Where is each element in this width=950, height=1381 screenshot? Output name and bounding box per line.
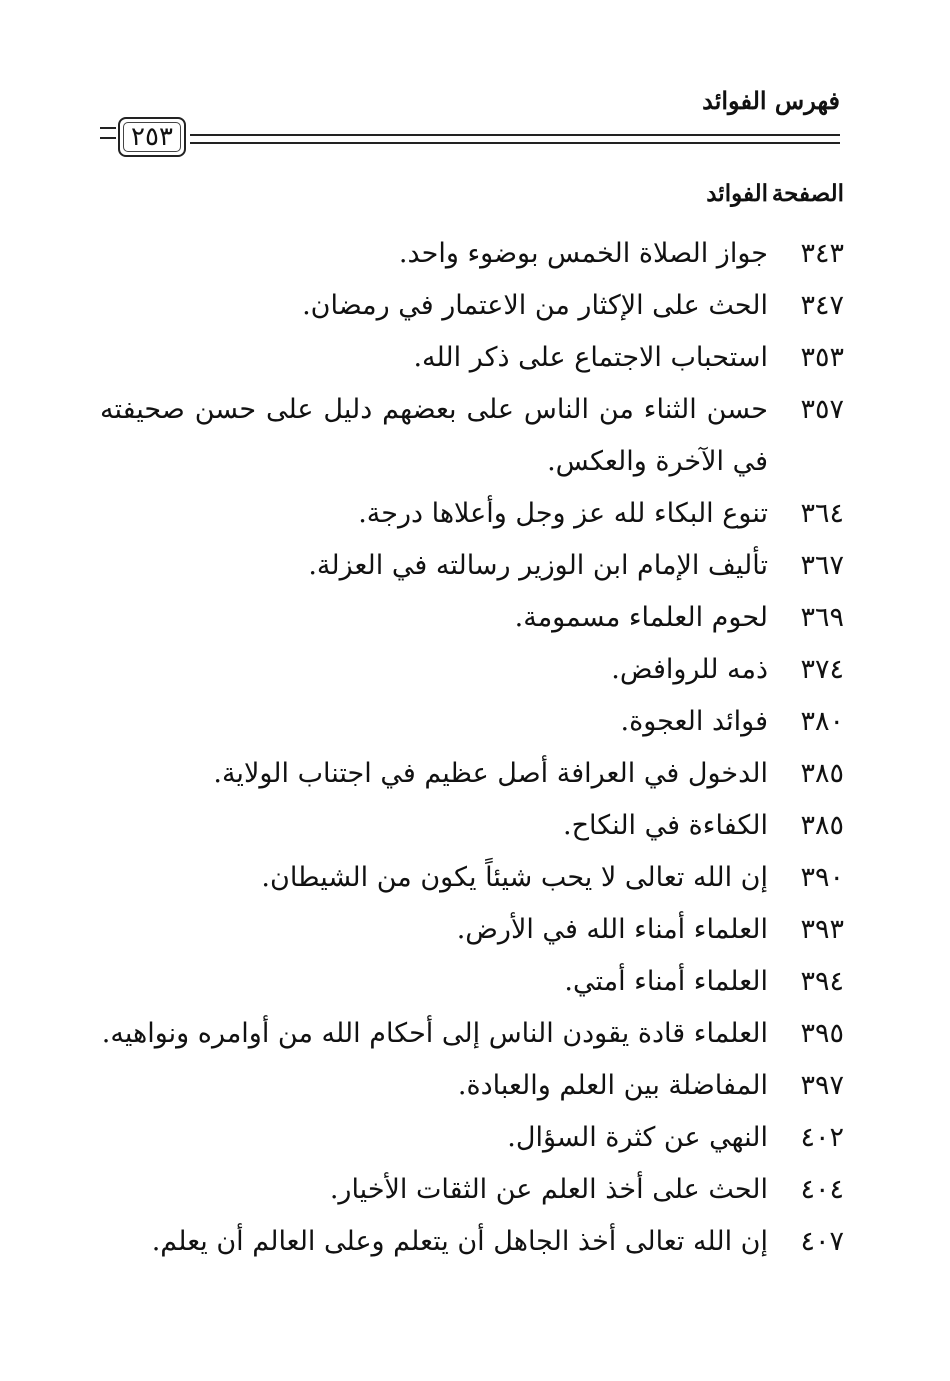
entry-page-number: ٣٧٤ [800,654,844,685]
entry-text: إن الله تعالى أخذ الجاهل أن يتعلم وعلى العالم أن يعلم. [151,1226,768,1257]
index-entry [100,384,844,488]
index-entry [100,1164,844,1216]
entry-page-number: ٣٦٧ [800,550,844,581]
index-column-header [100,180,844,228]
entry-text: الدخول في العرافة أصل عظيم في اجتناب الولاية. [213,758,768,789]
entry-text: الحث على أخذ العلم عن الثقات الأخيار. [329,1174,768,1205]
page-number-value: ٢٥٣ [131,122,173,152]
entry-text: لحوم العلماء مسمومة. [514,602,768,633]
index-entry [100,644,844,696]
entry-text: العلماء أمناء الله في الأرض. [456,914,768,945]
entry-text: حسن الثناء من الناس على بعضهم دليل على حسن صحيفته في الآخرة والعكس. [100,394,768,477]
entry-page-number: ٣٦٩ [800,602,844,633]
entry-page-number: ٣٤٧ [800,290,844,321]
entry-page-number: ٣٤٣ [800,238,844,269]
entry-text: فوائد العجوة. [620,706,768,737]
entry-text: المفاضلة بين العلم والعبادة. [457,1070,768,1101]
column-page-heading: الصفحة [771,180,844,207]
entry-text: تأليف الإمام ابن الوزير رسالته في العزلة. [308,550,768,581]
index-entry [100,800,844,852]
page-number [118,117,186,157]
index-entry [100,1216,844,1268]
index-entry [100,280,844,332]
entry-page-number: ٣٩٧ [800,1070,844,1101]
entry-text: إن الله تعالى لا يحب شيئاً يكون من الشيطان. [261,862,768,893]
entry-text: النهي عن كثرة السؤال. [507,1122,768,1153]
entry-text: تنوع البكاء لله عز وجل وأعلاها درجة. [358,498,768,529]
entry-text: الكفاءة في النكاح. [563,810,768,841]
running-title: فهرس الفوائد [702,86,840,115]
entry-text: الحث على الإكثار من الاعتمار في رمضان. [302,290,768,321]
entry-page-number: ٣٩٣ [800,914,844,945]
header-double-rule [190,134,840,144]
entry-page-number: ٣٩٤ [800,966,844,997]
entry-page-number: ٣٨٥ [800,758,844,789]
entry-page-number: ٣٦٤ [800,498,844,529]
entry-text: العلماء قادة يقودن الناس إلى أحكام الله من أوامره ونواهيه. [101,1018,768,1049]
benefits-index [100,180,844,1268]
index-entry [100,332,844,384]
index-entry [100,1112,844,1164]
entry-page-number: ٣٥٣ [800,342,844,373]
entry-page-number: ٤٠٧ [800,1226,844,1257]
entry-page-number: ٣٨٥ [800,810,844,841]
entry-page-number: ٤٠٤ [800,1174,844,1205]
index-entry [100,696,844,748]
index-entry [100,852,844,904]
index-entry [100,956,844,1008]
index-entry [100,1060,844,1112]
index-entry [100,592,844,644]
entry-page-number: ٤٠٢ [800,1122,844,1153]
entry-text: استحباب الاجتماع على ذكر الله. [413,342,768,373]
entry-text: العلماء أمناء أمتي. [564,966,768,997]
column-benefits-heading: الفوائد [706,180,768,207]
index-entry [100,748,844,800]
entry-page-number: ٣٩٥ [800,1018,844,1049]
index-entry [100,904,844,956]
entry-text: جواز الصلاة الخمس بوضوء واحد. [398,238,768,269]
index-entry [100,488,844,540]
index-entry [100,540,844,592]
index-entry [100,228,844,280]
entry-page-number: ٣٥٧ [800,394,844,425]
index-entry [100,1008,844,1060]
entry-page-number: ٣٨٠ [800,706,844,737]
entry-page-number: ٣٩٠ [800,862,844,893]
entry-text: ذمه للروافض. [611,654,768,685]
page-number-ornament [100,127,116,139]
